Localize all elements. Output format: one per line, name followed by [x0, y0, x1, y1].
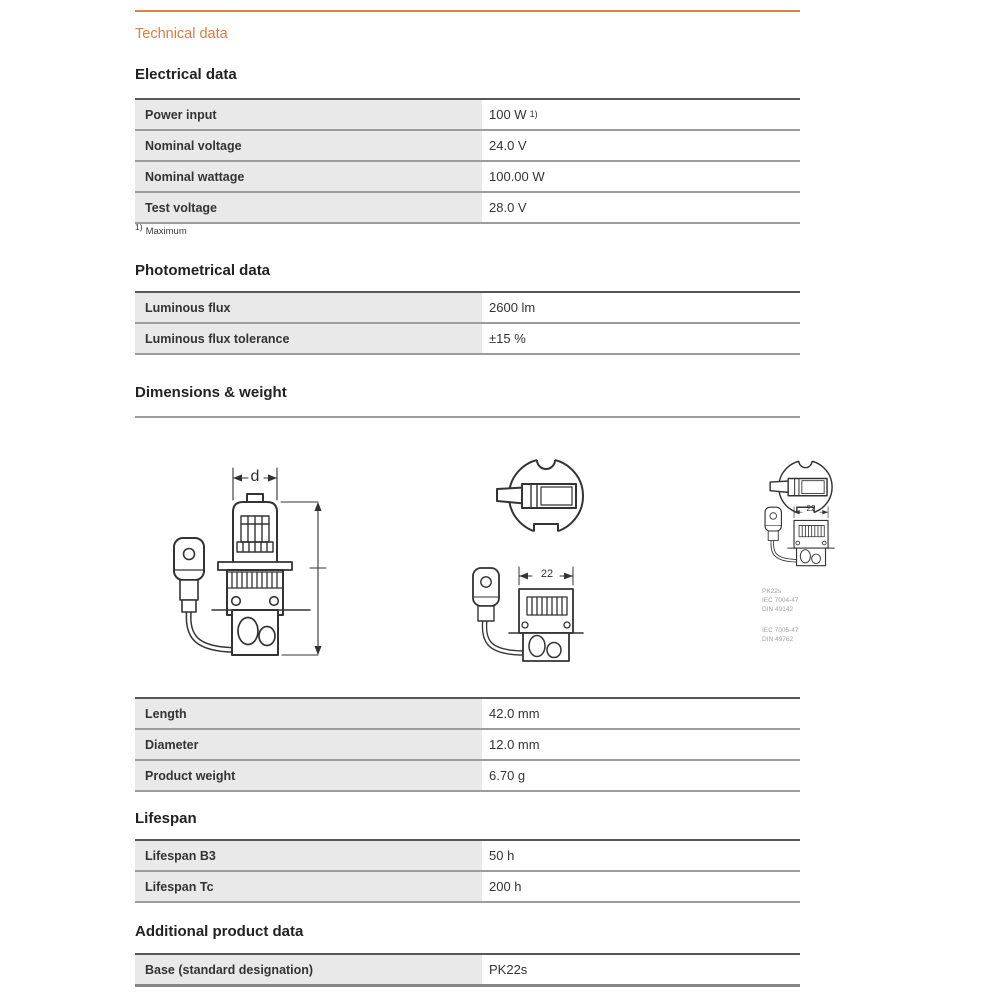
- row-label: Power input: [135, 100, 482, 129]
- bulb-side-view-drawing: [465, 563, 585, 668]
- standard-line: PK22s: [762, 588, 782, 595]
- dimensions-divider: [135, 416, 800, 418]
- footnote-text: Maximum: [145, 226, 187, 238]
- row-value: [482, 131, 800, 160]
- table-row: [135, 193, 800, 224]
- table-row: [135, 162, 800, 193]
- value-text: ±15 %: [489, 331, 526, 346]
- value-text: 28.0 V: [489, 200, 527, 215]
- value-text: 200 h: [489, 879, 522, 894]
- table-row: [135, 131, 800, 162]
- base-standards-text: [762, 587, 799, 644]
- bulb-views-small-drawing: [752, 452, 882, 587]
- value-text: 100.00 W: [489, 169, 545, 184]
- table-row: [135, 730, 800, 761]
- row-label: Nominal wattage: [135, 162, 482, 191]
- row-value: [482, 841, 800, 870]
- standard-line: IEC 7005-47: [762, 627, 799, 634]
- table-row: [135, 100, 800, 131]
- footnote-marker: 1): [135, 222, 143, 232]
- row-value: [482, 100, 800, 129]
- table-row: [135, 841, 800, 872]
- row-label: Lifespan B3: [135, 841, 482, 870]
- dimension-label-22-small: 22: [806, 504, 816, 513]
- technical-data-sheet: [135, 0, 816, 1000]
- row-value: [482, 324, 800, 353]
- value-text: 6.70 g: [489, 768, 526, 783]
- electrical-data-table: [135, 98, 800, 224]
- value-text: 2600 lm: [489, 300, 536, 315]
- row-label: Diameter: [135, 730, 482, 759]
- dimensions-weight-table: [135, 697, 800, 792]
- dimension-label-d: d: [250, 468, 260, 485]
- section-heading-dimensions: Dimensions & weight: [135, 384, 287, 401]
- row-value: [482, 699, 800, 728]
- value-text: 12.0 mm: [489, 737, 540, 752]
- top-divider: [135, 10, 800, 12]
- table-row: [135, 699, 800, 730]
- value-text: 50 h: [489, 848, 515, 863]
- table-row: [135, 955, 800, 987]
- row-label: Nominal voltage: [135, 131, 482, 160]
- row-value: [482, 193, 800, 222]
- value-text: 24.0 V: [489, 138, 527, 153]
- row-label: Base (standard designation): [135, 955, 482, 984]
- value-text: 42.0 mm: [489, 706, 540, 721]
- row-label: Test voltage: [135, 193, 482, 222]
- page-title: Technical data: [135, 26, 228, 42]
- bulb-top-view-drawing: [494, 450, 598, 538]
- row-value: [482, 293, 800, 322]
- section-heading-additional: Additional product data: [135, 923, 304, 940]
- value-text: 100 W: [489, 107, 527, 122]
- row-label: Length: [135, 699, 482, 728]
- section-heading-electrical: Electrical data: [135, 66, 237, 83]
- table-row: [135, 293, 800, 324]
- section-heading-photometrical: Photometrical data: [135, 262, 271, 279]
- standard-line: DIN 49142: [762, 606, 794, 613]
- value-text: PK22s: [489, 962, 528, 977]
- lifespan-table: [135, 839, 800, 903]
- row-label: Luminous flux: [135, 293, 482, 322]
- table-row: [135, 872, 800, 903]
- photometrical-data-table: [135, 291, 800, 355]
- section-heading-lifespan: Lifespan: [135, 810, 197, 827]
- row-value: [482, 872, 800, 901]
- table-row: [135, 761, 800, 792]
- row-value: [482, 761, 800, 790]
- standard-line: DIN 49762: [762, 636, 794, 643]
- value-footnote-marker: 1): [529, 108, 538, 119]
- row-label: Lifespan Tc: [135, 872, 482, 901]
- footnote: [135, 222, 187, 237]
- standard-line: IEC 7004-47: [762, 597, 799, 604]
- row-label: Luminous flux tolerance: [135, 324, 482, 353]
- row-value: [482, 955, 800, 984]
- row-label: Product weight: [135, 761, 482, 790]
- row-value: [482, 162, 800, 191]
- table-row: [135, 324, 800, 355]
- additional-product-data-table: [135, 953, 800, 987]
- row-value: [482, 730, 800, 759]
- dimension-label-22: 22: [540, 568, 554, 580]
